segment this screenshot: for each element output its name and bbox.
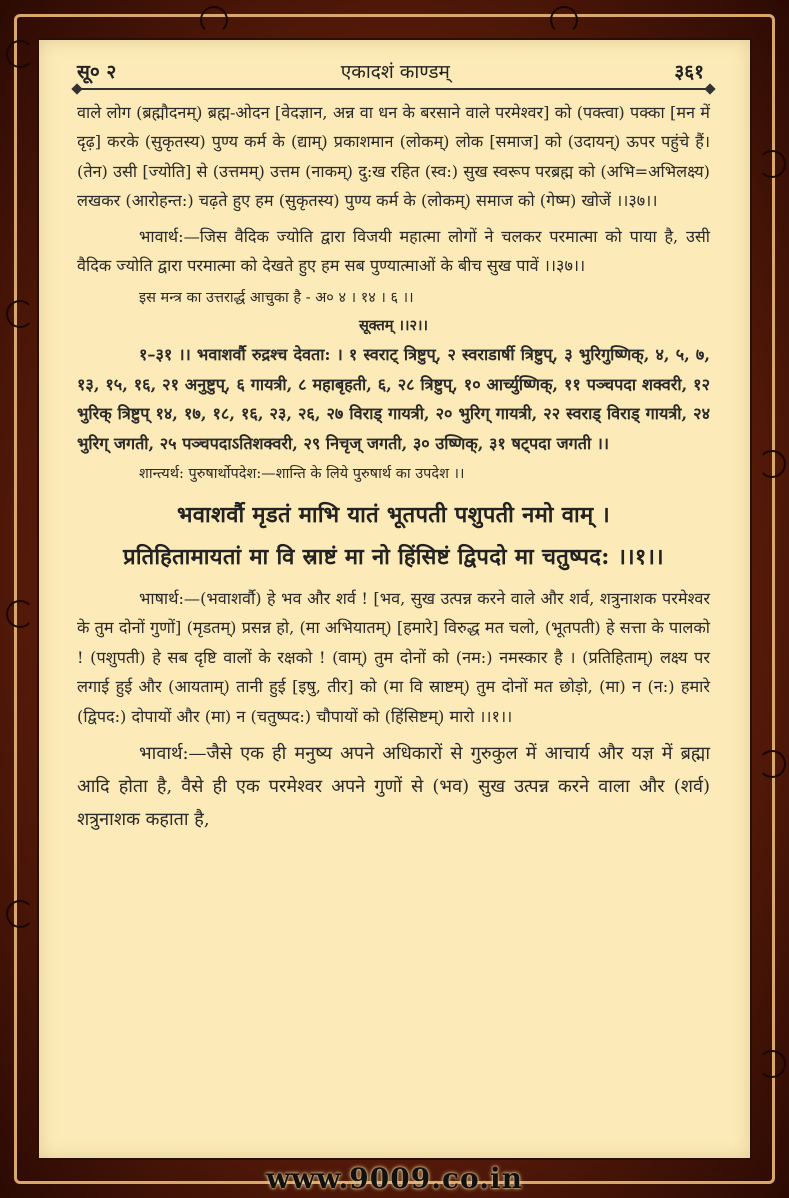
swirl-ornament-icon — [6, 300, 34, 328]
bhashartha-1: भाषार्थ:—(भवाशर्वौ) हे भव और शर्व ! [भव, सुख उत्पन्न करने वाले और शर्व, शत्रुनाशक परमेश्वर के तुम दोनों गुणों] (मृडतम्) प्रसन्न हो, (मा अभियातम्) [हमारे] विरुद्ध मत चलो, (भूतपती) हे सत्ता के पालको ! (पशुपती) हे सब दृष्टि वालों के रक्षको ! (वाम्) तुम दोनों को (नम:) नमस्कार है । (प्रतिहिताम्) लक्ष्य पर लगाई हुई और (आयताम्) तानी हुई [इषु, तीर] को (मा वि स्राष्टम्) तुम दोनों मत छोड़ो, (मा) न (न:) हमारे (द्विपद:) दोपायों और (मा) न (चतुष्पद:) चौपायों को (हिंसिष्टम्) मारो ।।१।। — [77, 589, 710, 726]
verse-line-1: भवाशर्वौ मृडतं माभि यातं भूतपती पशुपती नमो वाम् । — [176, 502, 611, 529]
page-header — [77, 58, 710, 84]
upadesha-line: शान्त्यर्थ: पुरुषार्थोपदेश:—शान्ति के लिये पुरुषार्थ का उपदेश ।। — [139, 466, 465, 483]
mantra-note: इस मन्त्र का उत्तरार्द्ध आचुका है - अ० ४ । १४ । ६ ।। — [139, 290, 414, 307]
swirl-ornament-icon — [758, 1050, 786, 1078]
devata-chhanda: १–३१ ।। भवाशर्वौ रुद्रश्च देवता: । १ स्वराट् त्रिष्टुप्, २ स्वराडार्षी त्रिष्टुप्, ३ भुरिगुष्णिक्, ४, ५, ७, १३, १५, १६, २१ अनुष्टुप्, ६ गायत्री, ८ महाबृहती, ६, २८ त्रिष्टुप्, १० आर्च्युष्णिक्, ११ पञ्चपदा शक्वरी, १२ भुरिक् त्रिष्टुप् १४, १७, १८, १६, २३, २६, २७ विराड् गायत्री, २० भुरिग् गायत्री, २२ स्वराड् विराड् गायत्री, २४ भुरिग् जगती, २५ पञ्चपदाऽतिशक्वरी, २९ निचृज् जगती, ३० उष्णिक्, ३१ षट्पदा जगती ।। — [77, 345, 710, 453]
swirl-ornament-icon — [6, 40, 34, 68]
kanda-title: एकादशं काण्डम् — [340, 61, 450, 83]
paragraph-meaning-37: वाले लोग (ब्रह्मौदनम्) ब्रह्म-ओदन [वेदज्ञान, अन्न वा धन के बरसाने वाले परमेश्वर] को (पक्त्वा) पक्का [मन में दृढ़] करके (सुकृतस्य) पुण्य कर्म के (द्याम्) प्रकाशमान (लोकम्) लोक [समाज] को (उदायन्) ऊपर पहुंचे हैं। (तेन) उसी [ज्योति] से (उत्तमम्) उत्तम (नाकम्) दु:ख रहित (स्व:) सुख स्वरूप परब्रह्म को (अभि=अभिलक्ष्य) लखकर (आरोहन्त:) चढ़ते हुए हम (सुकृतस्य) पुण्य कर्म के (लोकम्) समाज को (गेष्म) खोजें ।।३७।। — [77, 103, 710, 211]
mantra-verse — [77, 494, 710, 578]
swirl-ornament-icon — [6, 600, 34, 628]
swirl-ornament-icon — [6, 900, 34, 928]
header-rule — [77, 88, 710, 90]
page-number: ३६१ — [674, 61, 704, 83]
swirl-ornament-icon — [758, 450, 786, 478]
sukta-heading: सूक्तम् ।।२।। — [358, 317, 429, 335]
sukta-number: सू० २ — [77, 61, 117, 83]
bhavartha-1: भावार्थ:—जैसे एक ही मनुष्य अपने अधिकारों से गुरुकुल में आचार्य और यज्ञ में ब्रह्मा आदि होता है, वैसे ही एक परमेश्वर अपने गुणों से (भव) सुख उत्पन्न करने वाला और (शर्व) शत्रुनाशक कहाता है, — [77, 743, 710, 831]
swirl-ornament-icon — [550, 6, 578, 34]
website-watermark: www.9009.co.in — [266, 1162, 523, 1195]
scanned-page — [37, 38, 752, 1160]
swirl-ornament-icon — [758, 750, 786, 778]
verse-line-2: प्रतिहितामायतां मा वि स्राष्टं मा नो हिंसिष्टं द्विपदो मा चतुष्पद: ।।१।। — [123, 544, 664, 571]
swirl-ornament-icon — [200, 6, 228, 34]
bhavartha-37: भावार्थ:—जिस वैदिक ज्योति द्वारा विजयी महात्मा लोगों ने चलकर परमात्मा को पाया है, उसी वैदिक ज्योति द्वारा परमात्मा को देखते हुए हम सब पुण्यात्माओं के बीच सुख पावें ।।३७।। — [77, 226, 710, 276]
swirl-ornament-icon — [758, 150, 786, 178]
